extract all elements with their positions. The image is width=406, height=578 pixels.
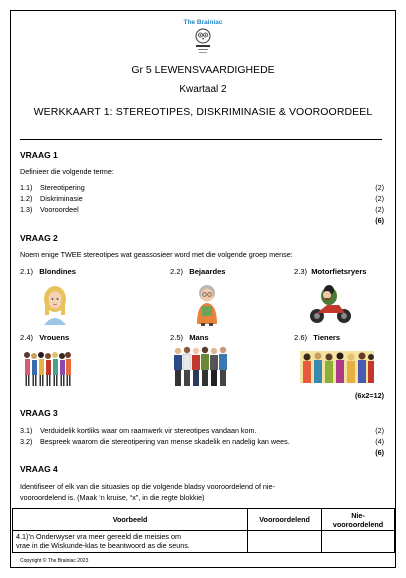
q2-total: (6x2=12) — [355, 391, 384, 400]
group-number: 2.5) — [170, 333, 184, 342]
group-number: 2.4) — [20, 333, 34, 342]
item-marks: (2) — [375, 426, 384, 435]
q2-total-row — [20, 391, 384, 401]
group-number: 2.2) — [170, 267, 184, 276]
group-of-women-icon — [22, 349, 72, 387]
group-label-tieners — [294, 333, 340, 342]
item-marks: (4) — [375, 437, 384, 446]
elderly-woman-icon — [193, 284, 221, 326]
group-name: Motorfietsryers — [311, 267, 367, 276]
q3-heading: VRAAG 3 — [20, 408, 58, 418]
group-name: Mans — [189, 333, 209, 342]
item-number: 1.1) — [20, 183, 33, 192]
q1-item — [20, 194, 384, 204]
item-label: Diskriminasie — [40, 194, 83, 203]
group-label-blondines — [20, 267, 76, 276]
group-label-mans — [170, 333, 209, 342]
example-cell — [13, 531, 248, 553]
table-header-row — [13, 509, 395, 531]
group-of-men-icon — [172, 345, 230, 387]
header-line: vooroordelend — [332, 519, 384, 529]
table-row — [13, 531, 395, 553]
column-header-voorbeeld: Voorbeeld — [13, 509, 248, 531]
item-label: Stereotipering — [40, 183, 85, 192]
group-number: 2.3) — [294, 267, 308, 276]
q1-item — [20, 183, 384, 193]
q4-instruction-line2: vooroordelend is. (Maak ‘n kruise, “x”, in die regte blokkie) — [20, 493, 205, 502]
q4-instruction-line1: Identifiseer of elk van die situasies op die volgende bladsy vooroordelend of nie- — [20, 482, 275, 491]
q3-item — [20, 426, 384, 436]
column-header-nie-vooroordelend — [322, 509, 395, 531]
divider — [20, 139, 382, 140]
item-number: 1.2) — [20, 194, 33, 203]
group-label-vrouens — [20, 333, 69, 342]
example-line: vrae in die Wiskunde-klas te beantwoord as die seuns. — [16, 541, 190, 550]
group-label-motorfietsryers — [294, 267, 367, 276]
copyright: Copyright © The Brainiac 2023 — [20, 558, 89, 564]
blonde-woman-icon — [40, 285, 70, 325]
group-number: 2.6) — [294, 333, 308, 342]
item-label: Vooroordeel — [40, 205, 79, 214]
q1-total-row — [20, 216, 384, 226]
teenagers-icon — [298, 347, 376, 387]
q4-table — [12, 508, 395, 553]
item-marks: (2) — [375, 205, 384, 214]
group-name: Tieners — [313, 333, 341, 342]
q1-heading: VRAAG 1 — [20, 150, 58, 160]
group-number: 2.1) — [20, 267, 34, 276]
group-name: Vrouens — [39, 333, 70, 342]
term-title: Kwartaal 2 — [179, 84, 227, 95]
brainiac-owl-logo-icon — [193, 28, 213, 56]
item-label: Bespreek waarom die stereotipering van mense skadelik en nadelig kan wees. — [40, 437, 290, 446]
grade-title: Gr 5 LEWENSVAARDIGHEDE — [131, 64, 275, 76]
q2-instruction: Noem enige TWEE stereotipes wat geassosieer word met die volgende groep mense: — [20, 250, 293, 259]
q3-item — [20, 437, 384, 447]
group-name: Bejaardes — [189, 267, 226, 276]
q2-heading: VRAAG 2 — [20, 233, 58, 243]
item-marks: (2) — [375, 194, 384, 203]
q1-total: (6) — [375, 216, 384, 225]
item-number: 3.1) — [20, 426, 33, 435]
column-header-vooroordelend: Vooroordelend — [248, 509, 322, 531]
group-name: Blondines — [39, 267, 76, 276]
q4-heading: VRAAG 4 — [20, 464, 58, 474]
worksheet-title: WERKKAART 1: STEREOTIPES, DISKRIMINASIE & VOOROORDEEL — [33, 106, 373, 118]
q1-instruction: Definieer die volgende terme: — [20, 167, 114, 176]
brand-name: The Brainiac — [183, 19, 223, 26]
q3-total: (6) — [375, 448, 384, 457]
item-number: 1.3) — [20, 205, 33, 214]
item-number: 3.2) — [20, 437, 33, 446]
q1-item — [20, 205, 384, 215]
vooroordelend-answer-cell[interactable] — [248, 531, 322, 553]
item-marks: (2) — [375, 183, 384, 192]
example-line: 4.1)’n Onderwyser vra meer gereeld die meisies om — [16, 532, 181, 541]
motorcyclist-icon — [305, 283, 355, 325]
group-label-bejaardes — [170, 267, 226, 276]
nie-vooroordelend-answer-cell[interactable] — [322, 531, 395, 553]
item-label: Verduidelik kortliks waar om raamwerk vir stereotipes vandaan kom. — [40, 426, 257, 435]
q3-total-row — [20, 448, 384, 458]
header-line: Nie- — [351, 510, 365, 520]
